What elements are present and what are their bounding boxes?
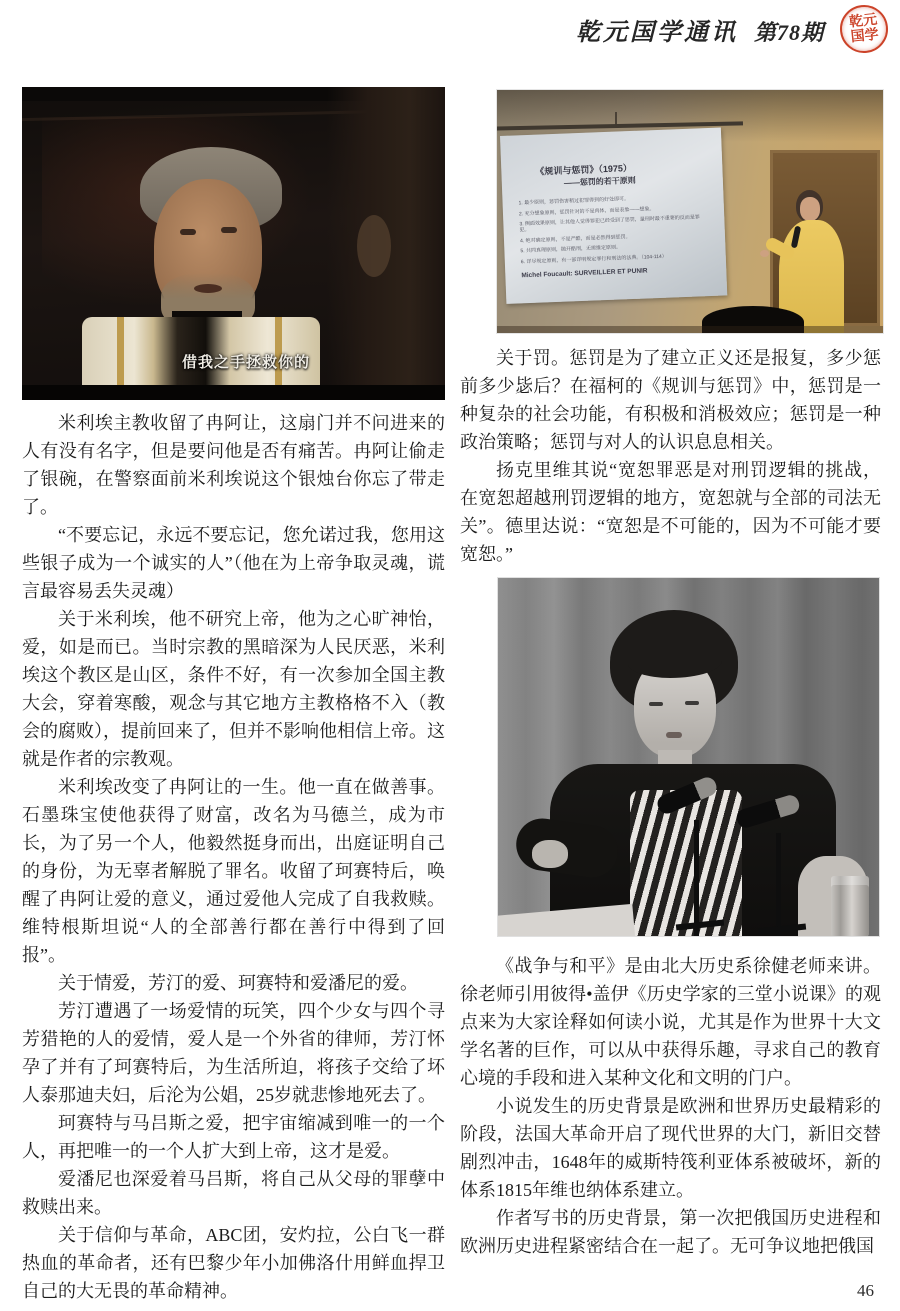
- speaker-mouth: [666, 732, 682, 738]
- slide-subtitle: ——惩罚的若干原则: [563, 175, 636, 188]
- right-column-text-lower: [460, 952, 881, 1260]
- speaker-zebra-top: [630, 790, 742, 936]
- seal-characters: 乾元国学: [848, 12, 880, 46]
- lecturer-hand: [760, 250, 769, 257]
- paragraph: 关于罚。惩罚是为了建立正义还是报复，多少惩前多少毖后？在福柯的《规训与惩罚》中，惩罚是一种复杂的社会功能，有积极和消极效应；惩罚是一种政治策略；惩罚与对人的认识息息相关。: [460, 348, 881, 452]
- lecturer-face: [800, 197, 820, 221]
- speaker-portrait-photo: [498, 578, 879, 936]
- paragraph: “不要忘记，永远不要忘记，您允诺过我，您用这些银子成为一个诚实的人”（他在为上帝争取灵魂，谎言最容易丢失灵魂）: [22, 525, 445, 601]
- lecture-photo: [497, 90, 883, 333]
- paragraph: 芳汀遭遇了一场爱情的玩笑，四个少女与四个寻芳猎艳的人的爱情，爱人是一个外省的律师，芳汀怀孕了并有了珂赛特后，为生活所迫，将孩子交给了坏人泰那迪夫妇，后沦为公娼，25岁就悲惨地死去了。: [22, 1001, 445, 1105]
- slide-item: 3. 侧面效果原则，让其他人觉得罪犯已经受到了惩罚，量刑时最不重要的反而是罪犯。: [519, 214, 700, 234]
- paragraph: 关于信仰与革命，ABC团，安灼拉，公白飞一群热血的革命者，还有巴黎少年小加佛洛什用鲜血捍卫自己的大无畏的革命精神。: [22, 1225, 445, 1301]
- slide-item: 4. 绝对确定原则，不是严酷，而是必然得到惩罚。: [519, 233, 631, 244]
- slide-title: 《规训与惩罚》（1975）: [535, 162, 633, 177]
- slide-item: 6. 详尽规定原则，有一部详明规定罪行和刑法的法典。（104-114）: [520, 253, 667, 265]
- slide-list: [518, 192, 725, 264]
- left-column-text: [22, 409, 445, 1305]
- paragraph: 珂赛特与马吕斯之爱，把宇宙缩减到唯一的一个人，再把唯一的一个人扩大到上帝，这才是爱。: [22, 1113, 445, 1161]
- issue-number: 第78期: [753, 20, 824, 45]
- paragraph: 米利埃主教收留了冉阿让，这扇门并不问进来的人有没有名字，但是要问他是否有痛苦。冉阿让偷走了银碗，在警察面前米利埃说这个银烛台你忘了带走了。: [22, 413, 445, 517]
- paragraph: 《战争与和平》是由北大历史系徐健老师来讲。徐老师引用彼得•盖伊《历史学家的三堂小说课》的观点来为大家诠释如何读小说，尤其是作为世界十大文学名著的巨作，可以从中获得乐趣，寻求自己的教育心境的手段和进入某种文化和文明的门户。: [460, 956, 881, 1088]
- water-glass: [831, 876, 869, 936]
- page-header: [576, 12, 824, 47]
- page-number: 46: [857, 1281, 874, 1300]
- speaker-eye-left: [649, 702, 663, 706]
- slide-item: 1. 最少原则，惩罚伤害稍过犯罪得到的好处即可。: [518, 196, 630, 207]
- paragraph: 关于米利埃，他不研究上帝，他为之心旷神怡，爱，如是而已。当时宗教的黑暗深为人民厌恶，米利埃这个教区是山区，条件不好，有一次参加全国主教大会，穿着寒酸，观念与其它地方主教格格不入（教会的腐败），提前回来了，但并不影响他相信上帝。这就是作者的宗教观。: [22, 609, 445, 769]
- paragraph: 作者写书的历史背景，第一次把俄国历史进程和欧洲历史进程紧密结合在一起了。无可争议地把俄国: [460, 1208, 881, 1256]
- paragraph: 关于情爱，芳汀的爱、珂赛特和爱潘尼的爱。: [58, 973, 418, 993]
- movie-subtitle: 借我之手拯救你的: [181, 355, 310, 371]
- vestment-gold-trim-left: [117, 317, 124, 387]
- paragraph: 扬克里维其说“宽恕罪恶是对刑罚逻辑的挑战，在宽恕超越刑罚逻辑的地方，宽恕就与全部的司法无关”。德里达说：“宽恕是不可能的，因为不可能才要宽恕。”: [460, 460, 881, 564]
- paragraph: 米利埃改变了冉阿让的一生。他一直在做善事。石墨珠宝使他获得了财富，改名为马德兰，成为市长，为了另一个人，他毅然挺身而出，出庭证明自己的身份，为无辜者解脱了罪名。收留了珂赛特后，唤醒了冉阿让爱的意义，通过爱他人完成了自我救赎。维特根斯坦说“人的全部善行都在善行中得到了回报”。: [22, 777, 445, 965]
- projection-screen: [500, 128, 727, 304]
- bishop-eye-right: [221, 227, 237, 233]
- slide-item: 2. 充分想象原则，惩罚针对的不是肉体，而是表象——想象。: [518, 205, 655, 217]
- paragraph: 爱潘尼也深爱着马吕斯，将自己从父母的罪孽中救赎出来。: [22, 1169, 445, 1217]
- paragraph: 小说发生的历史背景是欧洲和世界历史最精彩的阶段，法国大革命开启了现代世界的大门，新旧交替剧烈冲击，1648年的威斯特筏利亚体系被破坏，新的体系1815年维也纳体系建立。: [460, 1096, 881, 1200]
- slide-footer: Michel Foucault: SURVEILLER ET PUNIR: [521, 266, 648, 279]
- movie-bottom-letterbox: [22, 385, 445, 400]
- newsletter-title: 乾元国学通讯: [575, 20, 738, 46]
- speaker-eye-right: [685, 701, 699, 705]
- slide-item: 5. 共同真理原则，抛开酷刑，无需推定原则。: [520, 244, 622, 255]
- right-column-text-upper: [460, 344, 881, 568]
- table-papers: [498, 904, 635, 936]
- foreground-figure-ear: [357, 215, 391, 277]
- bishop-eye-left: [180, 229, 196, 235]
- mic-stand-left: [694, 820, 699, 936]
- speaker-left-hand: [532, 840, 568, 868]
- bishop-mouth: [194, 284, 222, 293]
- seal-icon: [838, 3, 891, 56]
- movie-still-photo: [22, 87, 445, 400]
- lecture-floor-shadow: [497, 326, 883, 333]
- mic-stand-right: [776, 833, 781, 936]
